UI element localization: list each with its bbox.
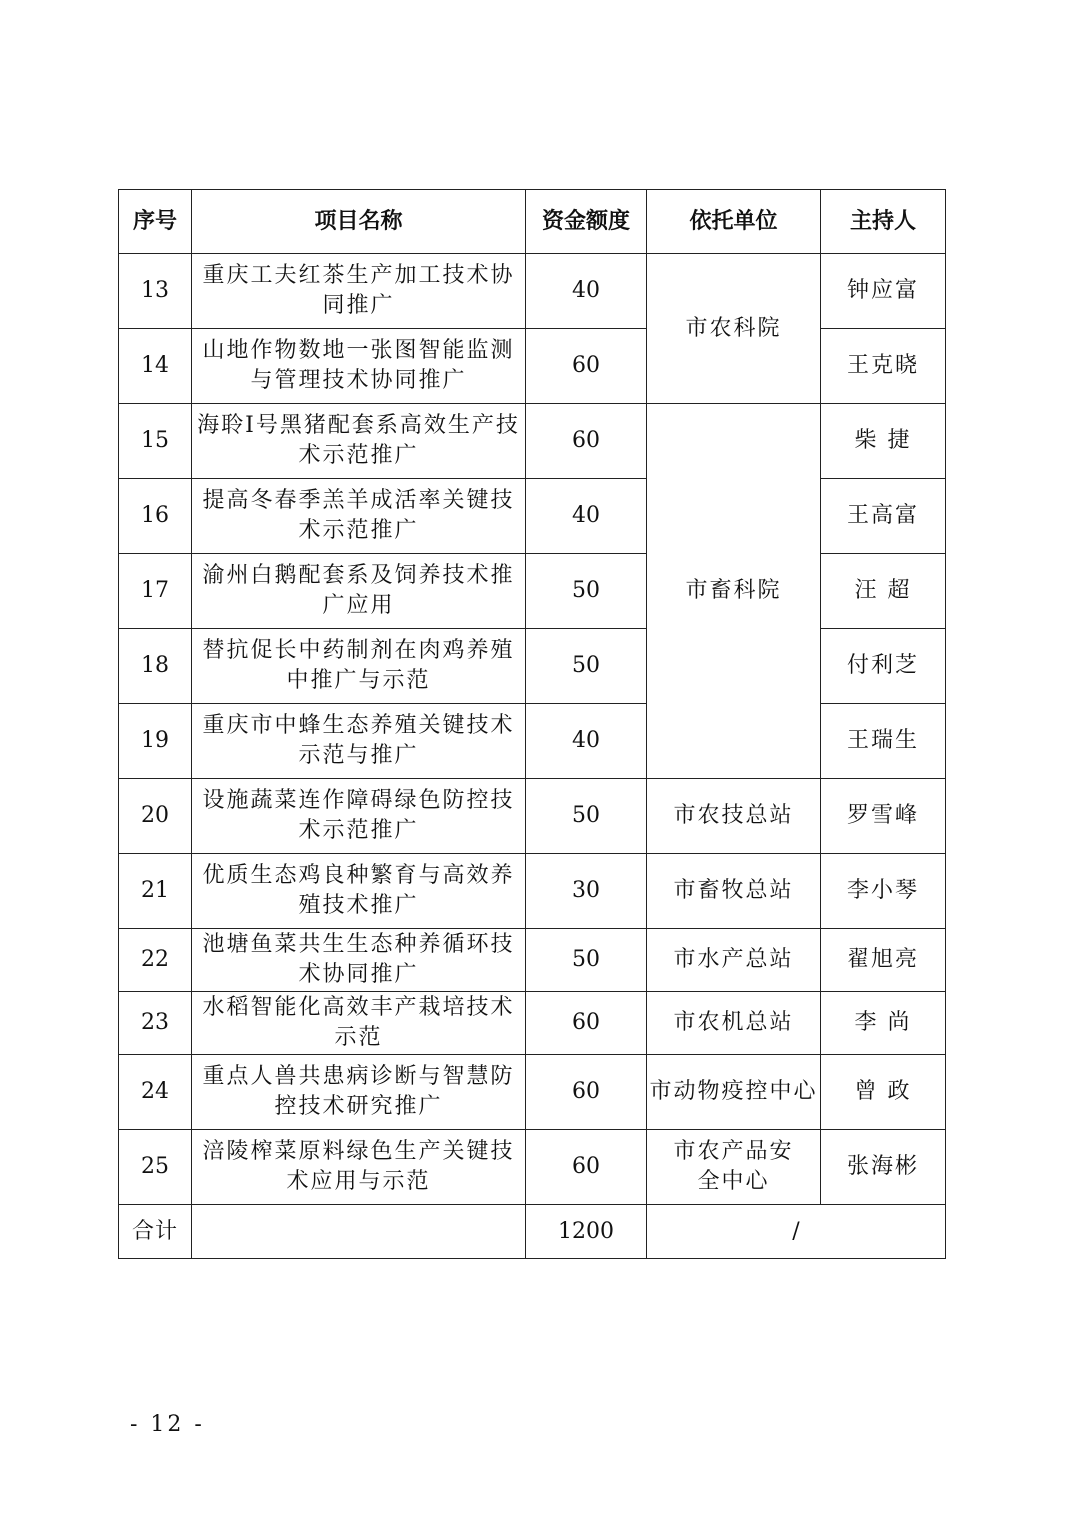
header-no: 序号 [119, 190, 192, 254]
table-row [119, 854, 946, 929]
header-host: 主持人 [821, 190, 946, 254]
row-amount: 30 [526, 854, 647, 929]
table-row [119, 929, 946, 992]
row-project-name: 渝州白鹅配套系及饲养技术推广应用 [192, 554, 526, 629]
row-org: 市农产品安全中心 [647, 1130, 821, 1205]
row-org-merged: 市畜科院 [647, 404, 821, 779]
row-amount: 60 [526, 1130, 647, 1205]
row-amount: 40 [526, 704, 647, 779]
table-row [119, 779, 946, 854]
row-org-merged: 市农科院 [647, 254, 821, 404]
row-host: 钟应富 [821, 254, 946, 329]
row-project-name: 替抗促长中药制剂在肉鸡养殖中推广与示范 [192, 629, 526, 704]
row-project-name: 重庆市中蜂生态养殖关键技术示范与推广 [192, 704, 526, 779]
row-project-name: 海聆Ⅰ号黑猪配套系高效生产技术示范推广 [192, 404, 526, 479]
table-row [119, 554, 946, 629]
row-host: 李 尚 [821, 992, 946, 1055]
header-amount: 资金额度 [526, 190, 647, 254]
row-project-name: 提高冬春季羔羊成活率关键技术示范推广 [192, 479, 526, 554]
total-label: 合计 [119, 1205, 192, 1259]
header-org: 依托单位 [647, 190, 821, 254]
row-project-name: 重点人兽共患病诊断与智慧防控技术研究推广 [192, 1055, 526, 1130]
total-amount: 1200 [526, 1205, 647, 1259]
row-host: 汪 超 [821, 554, 946, 629]
row-no: 23 [119, 992, 192, 1055]
row-amount: 60 [526, 329, 647, 404]
row-project-name: 水稻智能化高效丰产栽培技术示范 [192, 992, 526, 1055]
table-row [119, 1130, 946, 1205]
total-empty-cell [192, 1205, 526, 1259]
row-no: 16 [119, 479, 192, 554]
table-row [119, 704, 946, 779]
table-row [119, 992, 946, 1055]
row-no: 21 [119, 854, 192, 929]
row-project-name: 山地作物数地一张图智能监测与管理技术协同推广 [192, 329, 526, 404]
row-host: 王克晓 [821, 329, 946, 404]
row-org: 市畜牧总站 [647, 854, 821, 929]
row-amount: 60 [526, 1055, 647, 1130]
row-no: 18 [119, 629, 192, 704]
row-no: 19 [119, 704, 192, 779]
table-row [119, 254, 946, 329]
row-amount: 50 [526, 554, 647, 629]
row-org: 市动物疫控中心 [647, 1055, 821, 1130]
table-row [119, 479, 946, 554]
row-no: 22 [119, 929, 192, 992]
row-org: 市农技总站 [647, 779, 821, 854]
row-org: 市水产总站 [647, 929, 821, 992]
row-host: 柴 捷 [821, 404, 946, 479]
row-no: 14 [119, 329, 192, 404]
table-header-row [119, 190, 946, 254]
row-project-name: 涪陵榨菜原料绿色生产关键技术应用与示范 [192, 1130, 526, 1205]
table-row [119, 1055, 946, 1130]
row-host: 王瑞生 [821, 704, 946, 779]
row-project-name: 池塘鱼菜共生生态种养循环技术协同推广 [192, 929, 526, 992]
header-project-name: 项目名称 [192, 190, 526, 254]
project-funding-table [118, 189, 946, 1259]
row-amount: 60 [526, 992, 647, 1055]
page-number: - 12 - [130, 1412, 205, 1437]
table-row [119, 629, 946, 704]
row-project-name: 重庆工夫红茶生产加工技术协同推广 [192, 254, 526, 329]
row-amount: 40 [526, 254, 647, 329]
row-host: 曾 政 [821, 1055, 946, 1130]
row-no: 20 [119, 779, 192, 854]
row-amount: 50 [526, 779, 647, 854]
row-no: 15 [119, 404, 192, 479]
row-host: 李小琴 [821, 854, 946, 929]
row-host: 王高富 [821, 479, 946, 554]
table-row [119, 404, 946, 479]
row-host: 付利芝 [821, 629, 946, 704]
row-org: 市农机总站 [647, 992, 821, 1055]
row-amount: 40 [526, 479, 647, 554]
row-no: 17 [119, 554, 192, 629]
row-no: 25 [119, 1130, 192, 1205]
row-amount: 60 [526, 404, 647, 479]
total-note: / [647, 1205, 946, 1259]
row-host: 张海彬 [821, 1130, 946, 1205]
row-host: 翟旭亮 [821, 929, 946, 992]
row-amount: 50 [526, 929, 647, 992]
row-project-name: 优质生态鸡良种繁育与高效养殖技术推广 [192, 854, 526, 929]
row-no: 13 [119, 254, 192, 329]
table-row [119, 329, 946, 404]
row-no: 24 [119, 1055, 192, 1130]
row-host: 罗雪峰 [821, 779, 946, 854]
row-project-name: 设施蔬菜连作障碍绿色防控技术示范推广 [192, 779, 526, 854]
total-row [119, 1205, 946, 1259]
row-amount: 50 [526, 629, 647, 704]
